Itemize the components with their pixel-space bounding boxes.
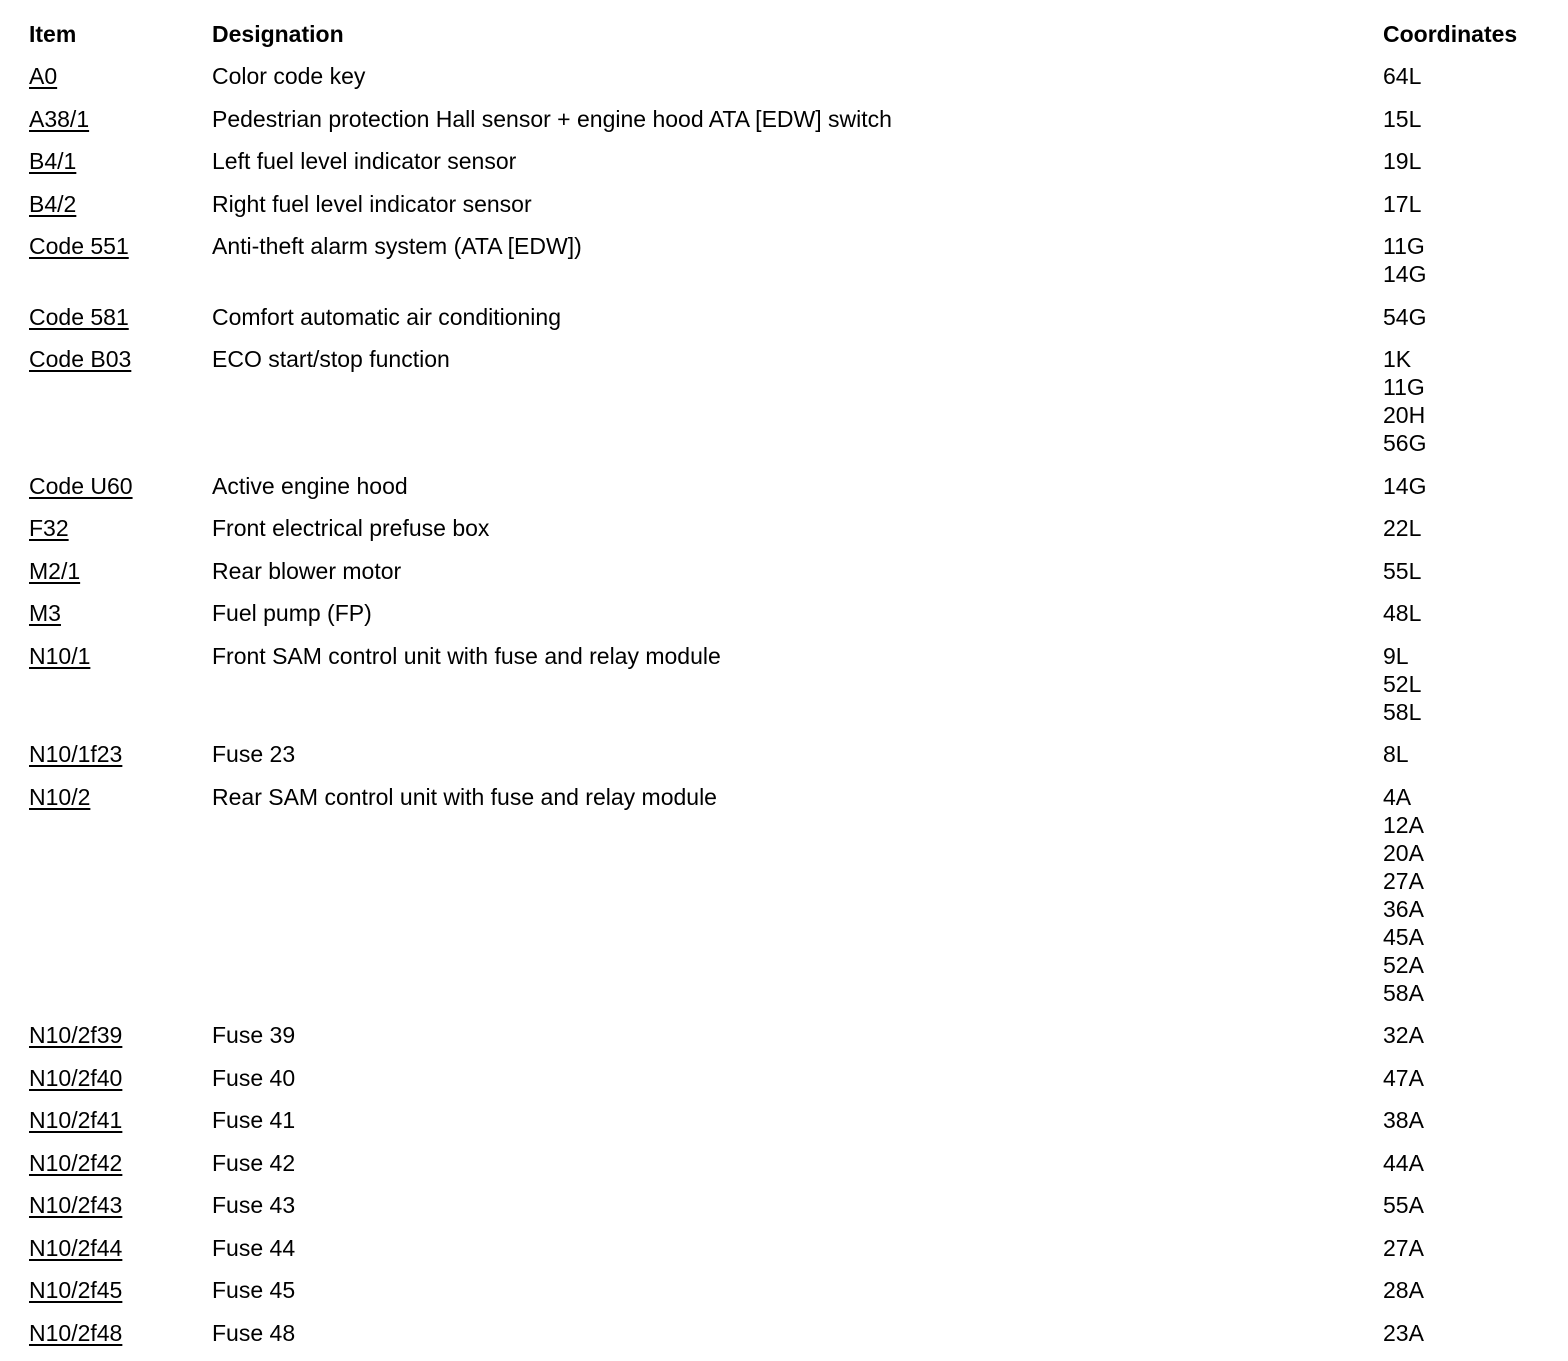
coordinates-cell [1383, 783, 1424, 1007]
designation-text: Fuse 40 [212, 1064, 295, 1092]
table-row [0, 232, 1568, 303]
item-link[interactable]: A0 [29, 62, 57, 90]
coordinate-value: 11G [1383, 232, 1426, 260]
table-row [0, 147, 1568, 190]
coordinates-cell [1383, 740, 1409, 768]
coordinate-value: 28A [1383, 1276, 1424, 1304]
designation-text: Comfort automatic air conditioning [212, 303, 561, 331]
item-link[interactable]: N10/2 [29, 783, 90, 811]
coordinates-cell [1383, 1106, 1424, 1134]
table-row [0, 1149, 1568, 1192]
coordinate-value: 48L [1383, 599, 1421, 627]
item-link[interactable]: N10/2f39 [29, 1021, 122, 1049]
designation-text: Fuse 23 [212, 740, 295, 768]
coordinates-cell [1383, 232, 1426, 288]
coordinate-value: 15L [1383, 105, 1421, 133]
coordinate-value: 20A [1383, 839, 1424, 867]
coordinate-value: 17L [1383, 190, 1421, 218]
designation-text: Rear blower motor [212, 557, 401, 585]
coordinate-value: 9L [1383, 642, 1421, 670]
table-row [0, 345, 1568, 472]
coordinates-cell [1383, 514, 1421, 542]
designation-text: Fuse 39 [212, 1021, 295, 1049]
designation-text: Front SAM control unit with fuse and relay module [212, 642, 721, 670]
coordinate-value: 52L [1383, 670, 1421, 698]
item-link[interactable]: F32 [29, 514, 69, 542]
coordinate-value: 27A [1383, 867, 1424, 895]
coordinate-value: 8L [1383, 740, 1409, 768]
coordinates-cell [1383, 345, 1426, 457]
coordinates-cell [1383, 1276, 1424, 1304]
coordinate-value: 55L [1383, 557, 1421, 585]
table-row [0, 1319, 1568, 1361]
item-link[interactable]: N10/2f45 [29, 1276, 122, 1304]
coordinates-cell [1383, 1319, 1424, 1347]
designation-text: Fuse 48 [212, 1319, 295, 1347]
coordinate-value: 58L [1383, 698, 1421, 726]
designation-text: Fuse 45 [212, 1276, 295, 1304]
item-link[interactable]: N10/2f40 [29, 1064, 122, 1092]
coordinate-value: 14G [1383, 260, 1426, 288]
coordinate-value: 47A [1383, 1064, 1424, 1092]
coordinates-cell [1383, 599, 1421, 627]
table-row [0, 62, 1568, 105]
designation-text: Fuse 42 [212, 1149, 295, 1177]
coordinates-cell [1383, 557, 1421, 585]
item-link[interactable]: N10/2f41 [29, 1106, 122, 1134]
designation-text: Front electrical prefuse box [212, 514, 489, 542]
item-link[interactable]: Code B03 [29, 345, 131, 373]
item-link[interactable]: A38/1 [29, 105, 89, 133]
coordinates-cell [1383, 642, 1421, 726]
table-row [0, 1234, 1568, 1277]
coordinate-value: 1K [1383, 345, 1426, 373]
coordinates-cell [1383, 1064, 1424, 1092]
table-row [0, 514, 1568, 557]
table-body [0, 62, 1568, 1361]
item-link[interactable]: M2/1 [29, 557, 80, 585]
header-coordinates: Coordinates [1383, 20, 1517, 48]
coordinate-value: 58A [1383, 979, 1424, 1007]
coordinates-cell [1383, 147, 1421, 175]
coordinate-value: 22L [1383, 514, 1421, 542]
table-row [0, 642, 1568, 741]
table-row [0, 1276, 1568, 1319]
item-link[interactable]: B4/2 [29, 190, 76, 218]
coordinate-value: 19L [1383, 147, 1421, 175]
coordinate-value: 20H [1383, 401, 1426, 429]
coordinate-value: 23A [1383, 1319, 1424, 1347]
item-link[interactable]: N10/1 [29, 642, 90, 670]
coordinate-value: 36A [1383, 895, 1424, 923]
coordinate-value: 12A [1383, 811, 1424, 839]
table-row [0, 472, 1568, 515]
designation-text: Anti-theft alarm system (ATA [EDW]) [212, 232, 582, 260]
item-link[interactable]: B4/1 [29, 147, 76, 175]
table-row [0, 1064, 1568, 1107]
table-row [0, 783, 1568, 1022]
coordinate-value: 45A [1383, 923, 1424, 951]
designation-text: Pedestrian protection Hall sensor + engine hood ATA [EDW] switch [212, 105, 892, 133]
coordinates-cell [1383, 1191, 1424, 1219]
coordinate-value: 44A [1383, 1149, 1424, 1177]
designation-text: Fuse 44 [212, 1234, 295, 1262]
item-link[interactable]: N10/1f23 [29, 740, 122, 768]
item-link[interactable]: M3 [29, 599, 61, 627]
table-row [0, 1106, 1568, 1149]
coordinate-value: 64L [1383, 62, 1421, 90]
coordinate-value: 32A [1383, 1021, 1424, 1049]
coordinate-value: 55A [1383, 1191, 1424, 1219]
coordinate-value: 11G [1383, 373, 1426, 401]
header-designation: Designation [212, 20, 344, 48]
table-row [0, 105, 1568, 148]
coordinates-cell [1383, 1149, 1424, 1177]
table-row [0, 740, 1568, 783]
designation-text: Color code key [212, 62, 365, 90]
item-link[interactable]: Code 551 [29, 232, 129, 260]
coordinates-cell [1383, 303, 1426, 331]
header-item: Item [29, 20, 76, 48]
item-link[interactable]: N10/2f42 [29, 1149, 122, 1177]
table-row [0, 599, 1568, 642]
item-link[interactable]: N10/2f44 [29, 1234, 122, 1262]
item-link[interactable]: N10/2f43 [29, 1191, 122, 1219]
coordinate-value: 56G [1383, 429, 1426, 457]
coordinates-cell [1383, 1021, 1424, 1049]
table-row [0, 1191, 1568, 1234]
coordinate-value: 4A [1383, 783, 1424, 811]
coordinate-value: 14G [1383, 472, 1426, 500]
coordinates-cell [1383, 472, 1426, 500]
coordinates-cell [1383, 190, 1421, 218]
table-row [0, 190, 1568, 233]
designation-text: Fuel pump (FP) [212, 599, 372, 627]
table-row [0, 557, 1568, 600]
designation-text: Fuse 41 [212, 1106, 295, 1134]
designation-text: ECO start/stop function [212, 345, 450, 373]
designation-text: Right fuel level indicator sensor [212, 190, 532, 218]
table-row [0, 303, 1568, 346]
designation-text: Fuse 43 [212, 1191, 295, 1219]
coordinate-value: 54G [1383, 303, 1426, 331]
table-header [0, 20, 1568, 50]
designation-text: Left fuel level indicator sensor [212, 147, 516, 175]
designation-text: Rear SAM control unit with fuse and relay module [212, 783, 717, 811]
item-link[interactable]: Code 581 [29, 303, 129, 331]
coordinate-value: 38A [1383, 1106, 1424, 1134]
coordinates-cell [1383, 62, 1421, 90]
table-row [0, 1021, 1568, 1064]
coordinate-value: 27A [1383, 1234, 1424, 1262]
designation-text: Active engine hood [212, 472, 408, 500]
item-link[interactable]: Code U60 [29, 472, 133, 500]
coordinates-cell [1383, 1234, 1424, 1262]
coordinates-cell [1383, 105, 1421, 133]
item-link[interactable]: N10/2f48 [29, 1319, 122, 1347]
coordinate-value: 52A [1383, 951, 1424, 979]
